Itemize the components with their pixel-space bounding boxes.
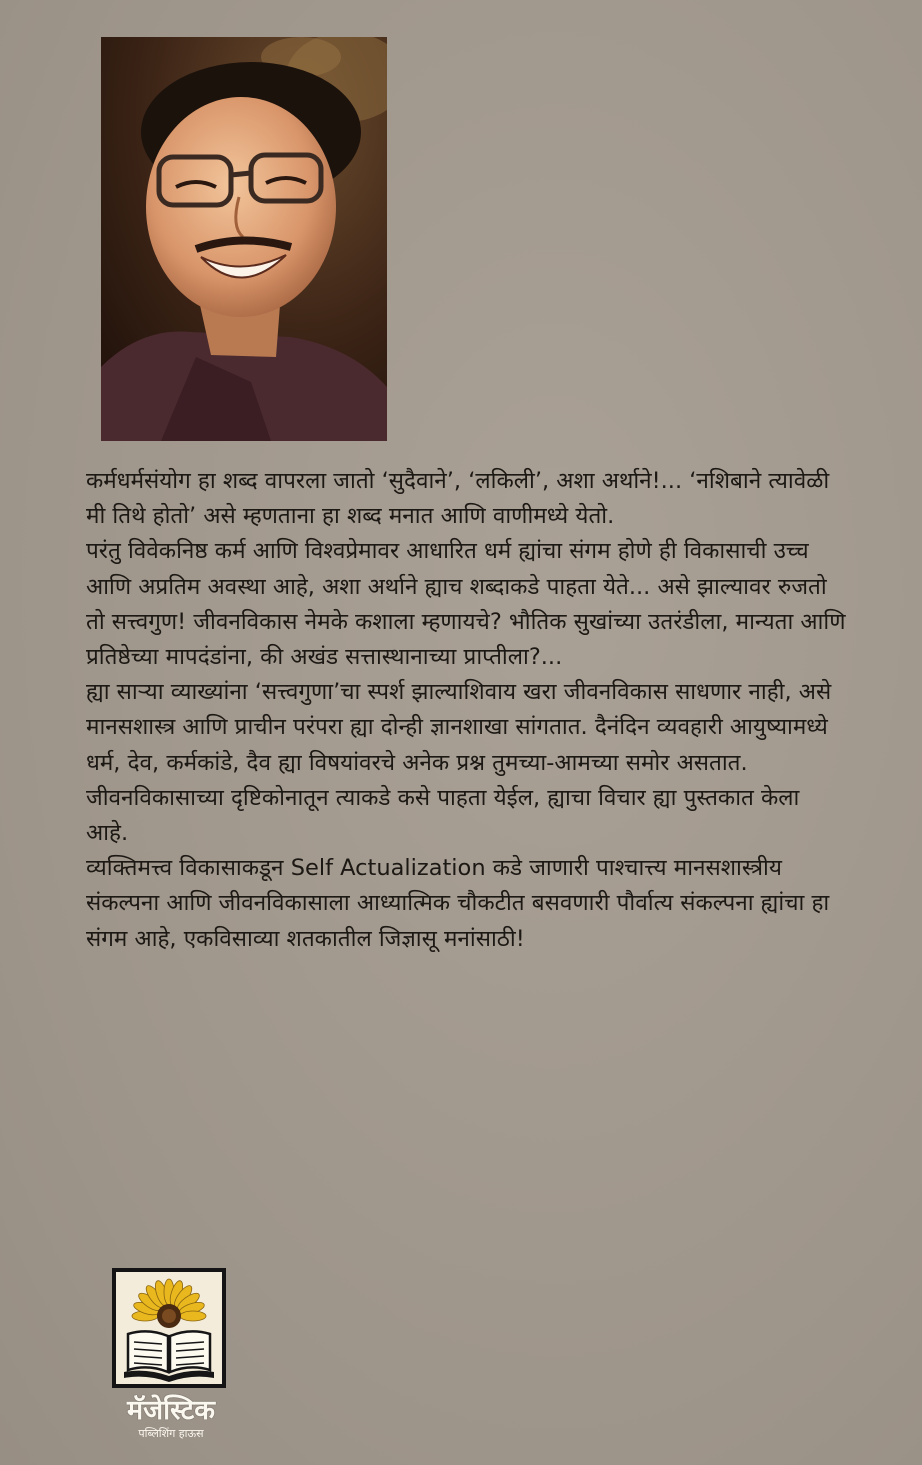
publisher-subname: पब्लिशिंग हाऊस bbox=[138, 1427, 204, 1440]
logo-emblem bbox=[112, 1268, 226, 1388]
author-photo bbox=[101, 37, 387, 441]
sunflower-open-book-icon bbox=[116, 1272, 222, 1384]
publisher-name: मॅजेस्टिक bbox=[126, 1395, 216, 1426]
author-portrait-image bbox=[101, 37, 387, 441]
blurb-paragraph-1: कर्मधर्मसंयोग हा शब्द वापरला जातो ‘सुदैवाने’, ‘लकिली’, अशा अर्थाने!... ‘नशिबाने त्यावेळी मी तिथे होतो’ असे म्हणताना हा शब्द मनात आणि वाणीमध्ये येतो. bbox=[86, 468, 830, 530]
blurb-paragraph-4: व्यक्तिमत्त्व विकासाकडून Self Actualization कडे जाणारी पाश्चात्त्य मानसशास्त्रीय संकल्पना आणि जीवनविकासाला आध्यात्मिक चौकटीत बसवणारी पौर्वात्य संकल्पना ह्यांचा हा संगम आहे, एकविसाव्या शतकातील जिज्ञासू मनांसाठी! bbox=[86, 855, 830, 952]
publisher-logo bbox=[112, 1266, 234, 1446]
back-cover-blurb bbox=[86, 464, 846, 957]
blurb-paragraph-3: ह्या साऱ्या व्याख्यांना ‘सत्त्वगुणा’चा स्पर्श झाल्याशिवाय खरा जीवनविकास साधणार नाही, असे मानसशास्त्र आणि प्राचीन परंपरा ह्या दोन्ही ज्ञानशाखा सांगतात. दैनंदिन व्यवहारी आयुष्यामध्ये धर्म, देव, कर्मकांडे, दैव ह्या विषयांवरचे अनेक प्रश्न तुमच्या-आमच्या समोर असतात. जीवनविकासाच्या दृष्टिकोनातून त्याकडे कसे पाहता येईल, ह्याचा विचार ह्या पुस्तकात केला आहे. bbox=[86, 679, 832, 847]
blurb-paragraph-2: परंतु विवेकनिष्ठ कर्म आणि विश्वप्रेमावर आधारित धर्म ह्यांचा संगम होणे ही विकासाची उच्च आणि अप्रतिम अवस्था आहे, अशा अर्थाने ह्याच शब्दाकडे पाहता येते... असे झाल्यावर रुजतो तो सत्त्वगुण! जीवनविकास नेमके कशाला म्हणायचे? भौतिक सुखांच्या उतरंडीला, मान्यता आणि प्रतिष्ठेच्या मापदंडांना, की अखंड सत्तास्थानाच्या प्राप्तीला?... bbox=[86, 538, 846, 671]
